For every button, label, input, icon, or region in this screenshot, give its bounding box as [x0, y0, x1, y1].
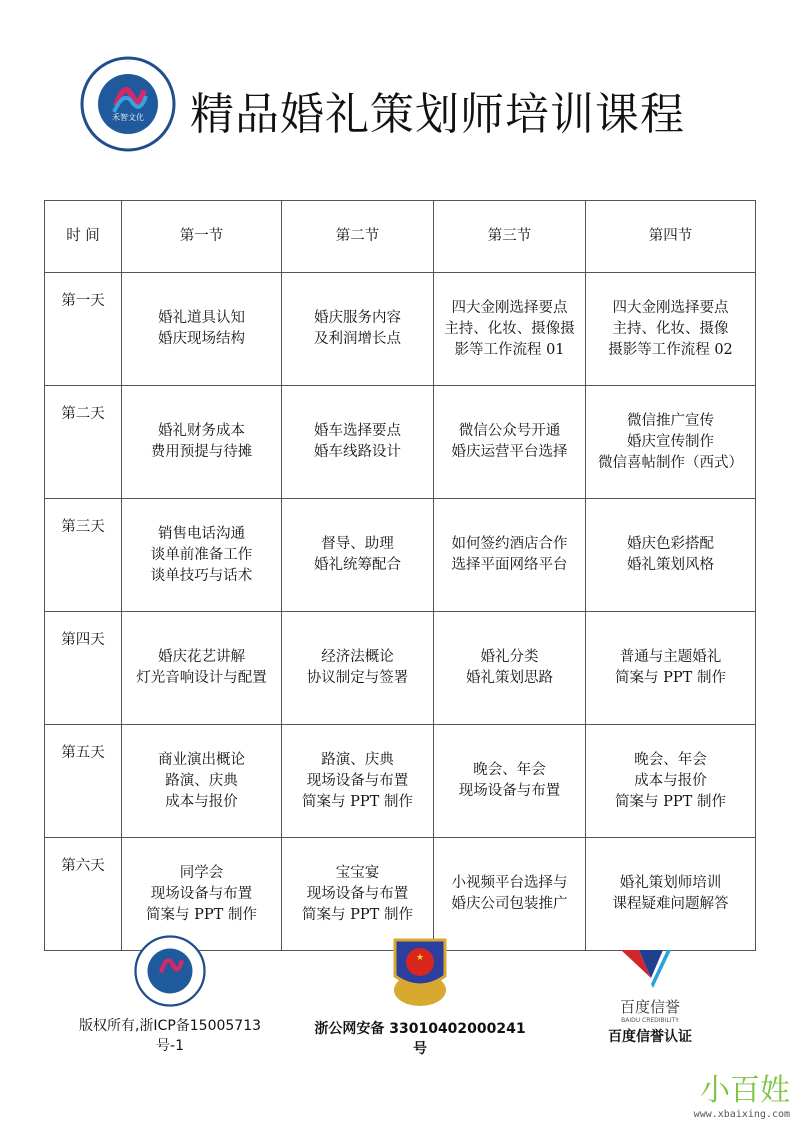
course-cell — [586, 499, 756, 612]
course-cell — [282, 273, 434, 386]
course-line: 婚庆色彩搭配 — [627, 536, 714, 552]
copyright-block — [70, 935, 270, 1055]
course-line: 婚礼道具认知 — [158, 310, 245, 326]
course-line: 婚礼策划风格 — [627, 557, 714, 573]
course-line: 路演、庆典 — [321, 751, 394, 768]
course-line: 谈单技巧与话术 — [150, 567, 253, 584]
course-line: 四大金刚选择要点 — [451, 299, 568, 316]
course-line: 主持、化妆、摄像 — [612, 320, 729, 337]
course-line: 普通与主题婚礼 — [619, 649, 722, 665]
course-cell — [586, 838, 756, 951]
page-title: 精品婚礼策划师培训课程 — [190, 89, 685, 140]
table-row — [45, 499, 756, 612]
course-line: 婚庆服务内容 — [314, 310, 401, 326]
course-line: 晚会、年会 — [634, 751, 707, 768]
course-cell — [122, 386, 282, 499]
table-row — [45, 273, 756, 386]
course-line: 现场设备与布置 — [458, 783, 561, 799]
course-line: 现场设备与布置 — [306, 885, 409, 902]
course-cell — [122, 273, 282, 386]
course-cell — [586, 386, 756, 499]
course-cell — [282, 612, 434, 725]
course-line: 摄影等工作流程 02 — [608, 341, 733, 358]
svg-text:禾智文化: 禾智文化 — [112, 113, 144, 122]
day-label: 第四天 — [45, 612, 122, 725]
course-line: 影等工作流程 01 — [454, 341, 565, 358]
column-header: 第四节 — [586, 201, 756, 273]
course-line: 成本与报价 — [165, 793, 238, 810]
course-cell — [586, 273, 756, 386]
course-line: 及利润增长点 — [314, 331, 401, 347]
day-label: 第五天 — [45, 725, 122, 838]
course-cell — [282, 386, 434, 499]
course-line: 选择平面网络平台 — [451, 557, 568, 573]
course-line: 婚礼策划师培训 — [619, 875, 722, 891]
course-cell — [434, 612, 586, 725]
schedule-table — [44, 200, 756, 951]
course-cell — [122, 612, 282, 725]
course-line: 小视频平台选择与 — [451, 875, 568, 891]
course-cell — [434, 386, 586, 499]
police-emblem-icon — [389, 932, 451, 1008]
course-line: 婚庆花艺讲解 — [158, 649, 245, 665]
copyright-text: 版权所有,浙ICP备15005713号-1 — [78, 1018, 262, 1054]
course-line: 微信推广宣传 — [627, 412, 714, 429]
table-row — [45, 725, 756, 838]
course-cell — [122, 725, 282, 838]
table-header-row — [45, 201, 756, 273]
course-line: 婚庆现场结构 — [158, 331, 245, 347]
course-cell — [434, 273, 586, 386]
course-line: 现场设备与布置 — [150, 885, 253, 902]
course-line: 婚庆公司包装推广 — [451, 896, 568, 912]
course-line: 经济法概论 — [321, 649, 394, 665]
course-cell — [586, 725, 756, 838]
course-line: 微信喜帖制作（西式） — [598, 454, 743, 471]
course-cell — [586, 612, 756, 725]
day-label: 第一天 — [45, 273, 122, 386]
table-row — [45, 386, 756, 499]
course-line: 婚礼策划思路 — [466, 670, 553, 686]
course-line: 婚礼统筹配合 — [314, 557, 401, 573]
baidu-credibility-text: 百度信誉认证 — [608, 1029, 692, 1045]
course-line: 谈单前准备工作 — [150, 546, 253, 563]
watermark-text: 小百姓 — [700, 1073, 790, 1108]
course-line: 简案与 PPT 制作 — [615, 670, 726, 686]
course-line: 费用预提与待摊 — [150, 444, 253, 460]
course-cell — [434, 499, 586, 612]
svg-text:★: ★ — [415, 953, 425, 963]
course-cell — [122, 499, 282, 612]
day-label: 第三天 — [45, 499, 122, 612]
course-line: 销售电话沟通 — [158, 525, 245, 542]
baidu-block — [590, 948, 710, 1046]
course-line: 协议制定与签署 — [306, 670, 409, 686]
course-line: 督导、助理 — [321, 536, 394, 552]
course-cell — [282, 725, 434, 838]
course-line: 婚车选择要点 — [314, 423, 401, 439]
course-line: 成本与报价 — [634, 772, 707, 789]
column-header: 时 间 — [45, 201, 122, 273]
course-line: 主持、化妆、摄像摄 — [444, 320, 575, 337]
course-cell — [282, 499, 434, 612]
baidu-logo-text: 百度信誉 — [619, 998, 680, 1016]
police-block — [310, 932, 530, 1058]
course-line: 婚庆运营平台选择 — [451, 444, 568, 460]
hezhi-logo-icon — [80, 56, 176, 152]
course-line: 婚礼分类 — [480, 649, 539, 665]
police-record-text: 浙公网安备 33010402000241号 — [314, 1021, 526, 1057]
course-line: 同学会 — [179, 864, 224, 881]
course-line: 宝宝宴 — [335, 864, 380, 881]
course-line: 简案与 PPT 制作 — [615, 793, 726, 810]
course-line: 四大金刚选择要点 — [612, 299, 729, 316]
column-header: 第三节 — [434, 201, 586, 273]
day-label: 第六天 — [45, 838, 122, 951]
course-line: 微信公众号开通 — [458, 423, 561, 439]
course-line: 婚礼财务成本 — [158, 423, 245, 439]
course-line: 课程疑难问题解答 — [612, 896, 729, 912]
baidu-credibility-icon — [619, 948, 681, 992]
course-cell — [122, 838, 282, 951]
course-line: 现场设备与布置 — [306, 772, 409, 789]
course-line: 灯光音响设计与配置 — [136, 670, 267, 686]
course-line: 路演、庆典 — [165, 772, 238, 789]
baidu-logo-sub: BAIDU CREDIBILITY — [621, 1017, 679, 1024]
course-line: 婚庆宣传制作 — [627, 433, 714, 450]
column-header: 第一节 — [122, 201, 282, 273]
course-line: 简案与 PPT 制作 — [302, 793, 413, 810]
column-header: 第二节 — [282, 201, 434, 273]
course-line: 简案与 PPT 制作 — [146, 906, 257, 923]
watermark-url: www.xbaixing.com — [693, 1109, 790, 1120]
watermark — [694, 1065, 790, 1120]
course-line: 商业演出概论 — [158, 751, 245, 768]
course-line: 简案与 PPT 制作 — [302, 906, 413, 923]
course-cell — [434, 725, 586, 838]
day-label: 第二天 — [45, 386, 122, 499]
course-line: 如何签约酒店合作 — [451, 536, 568, 552]
hezhi-logo-small-icon — [134, 935, 206, 1007]
table-row — [45, 612, 756, 725]
course-line: 晚会、年会 — [473, 762, 546, 778]
course-line: 婚车线路设计 — [314, 444, 401, 460]
